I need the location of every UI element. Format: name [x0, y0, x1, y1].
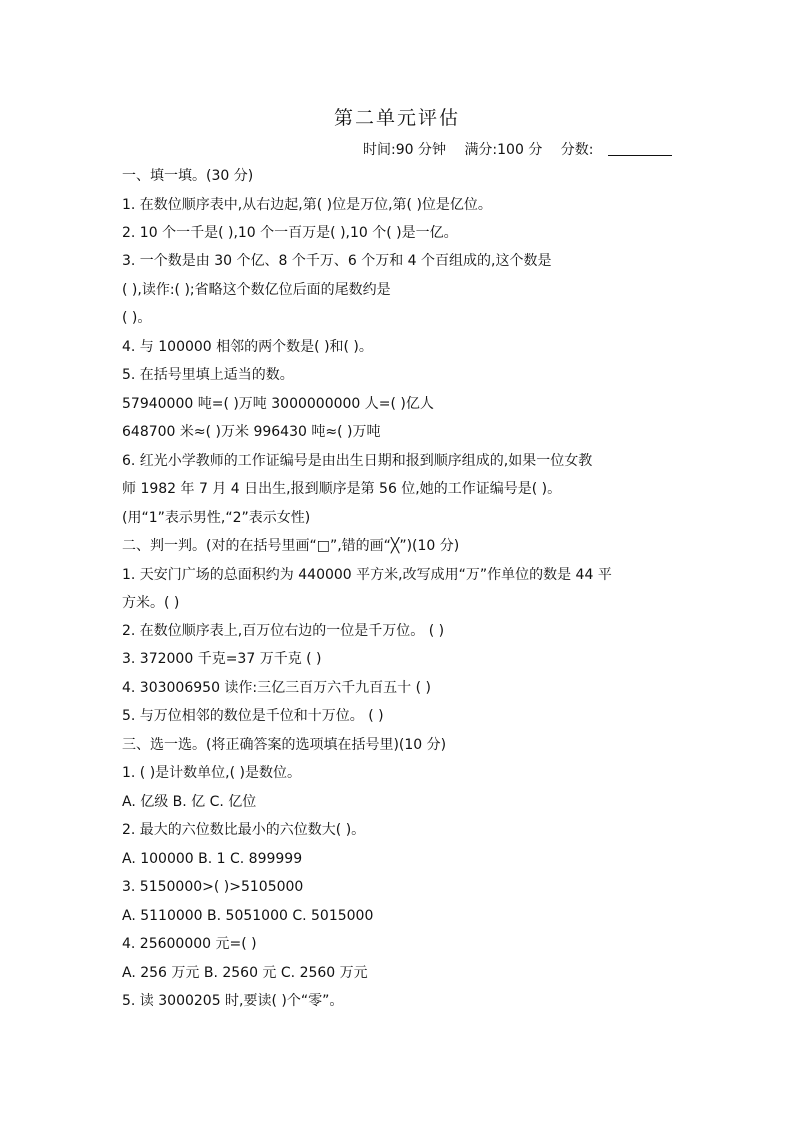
time-limit: 时间:90 分钟 — [363, 142, 446, 158]
exam-meta — [363, 139, 672, 159]
score-blank — [608, 141, 672, 156]
question-line: ( )。 — [122, 310, 152, 326]
option-line: A. 100000 B. 1 C. 899999 — [122, 851, 303, 867]
question-line: 6. 红光小学教师的工作证编号是由出生日期和报到顺序组成的,如果一位女教 — [122, 453, 593, 469]
question-line: (用“1”表示男性,“2”表示女性) — [122, 510, 311, 526]
section-heading: 一、填一填。(30 分) — [122, 168, 254, 184]
section-heading: 三、选一选。(将正确答案的选项填在括号里)(10 分) — [122, 737, 447, 753]
question-line: 4. 25600000 元=( ) — [122, 936, 257, 952]
question-line: 1. 在数位顺序表中,从右边起,第( )位是万位,第( )位是亿位。 — [122, 197, 492, 213]
question-line: 3. 一个数是由 30 个亿、8 个千万、6 个万和 4 个百组成的,这个数是 — [122, 253, 552, 269]
option-line: A. 5110000 B. 5051000 C. 5015000 — [122, 908, 374, 924]
question-line: 1. 天安门广场的总面积约为 440000 平方米,改写成用“万”作单位的数是 44 平 — [122, 567, 612, 583]
section-heading: 二、判一判。(对的在括号里画“□”,错的画“╳”)(10 分) — [122, 538, 460, 554]
question-line: 师 1982 年 7 月 4 日出生,报到顺序是第 56 位,她的工作证编号是( )。 — [122, 481, 562, 497]
full-score: 满分:100 分 — [464, 142, 543, 158]
question-line: 2. 最大的六位数比最小的六位数大( )。 — [122, 822, 366, 838]
question-line: 57940000 吨=( )万吨 3000000000 人=( )亿人 — [122, 396, 434, 412]
question-line: 4. 与 100000 相邻的两个数是( )和( )。 — [122, 339, 373, 355]
question-line: 3. 372000 千克=37 万千克 ( ) — [122, 651, 322, 667]
question-line: 5. 在括号里填上适当的数。 — [122, 367, 294, 383]
question-line: 5. 与万位相邻的数位是千位和十万位。 ( ) — [122, 708, 384, 724]
question-line: 2. 10 个一千是( ),10 个一百万是( ),10 个( )是一亿。 — [122, 225, 458, 241]
question-line: 3. 5150000>( )>5105000 — [122, 879, 304, 895]
question-line: 2. 在数位顺序表上,百万位右边的一位是千万位。 ( ) — [122, 623, 445, 639]
question-line: ( ),读作:( );省略这个数亿位后面的尾数约是 — [122, 282, 391, 298]
question-line: 5. 读 3000205 时,要读( )个“零”。 — [122, 993, 344, 1009]
question-line: 4. 303006950 读作:三亿三百万六千九百五十 ( ) — [122, 680, 431, 696]
page-title: 第二单元评估 — [333, 107, 460, 129]
option-line: A. 256 万元 B. 2560 元 C. 2560 万元 — [122, 965, 368, 981]
question-line: 648700 米≈( )万米 996430 吨≈( )万吨 — [122, 424, 381, 440]
score-label: 分数: — [560, 142, 594, 158]
question-line: 1. ( )是计数单位,( )是数位。 — [122, 765, 302, 781]
option-line: A. 亿级 B. 亿 C. 亿位 — [122, 794, 257, 810]
question-line: 方米。( ) — [122, 595, 180, 611]
